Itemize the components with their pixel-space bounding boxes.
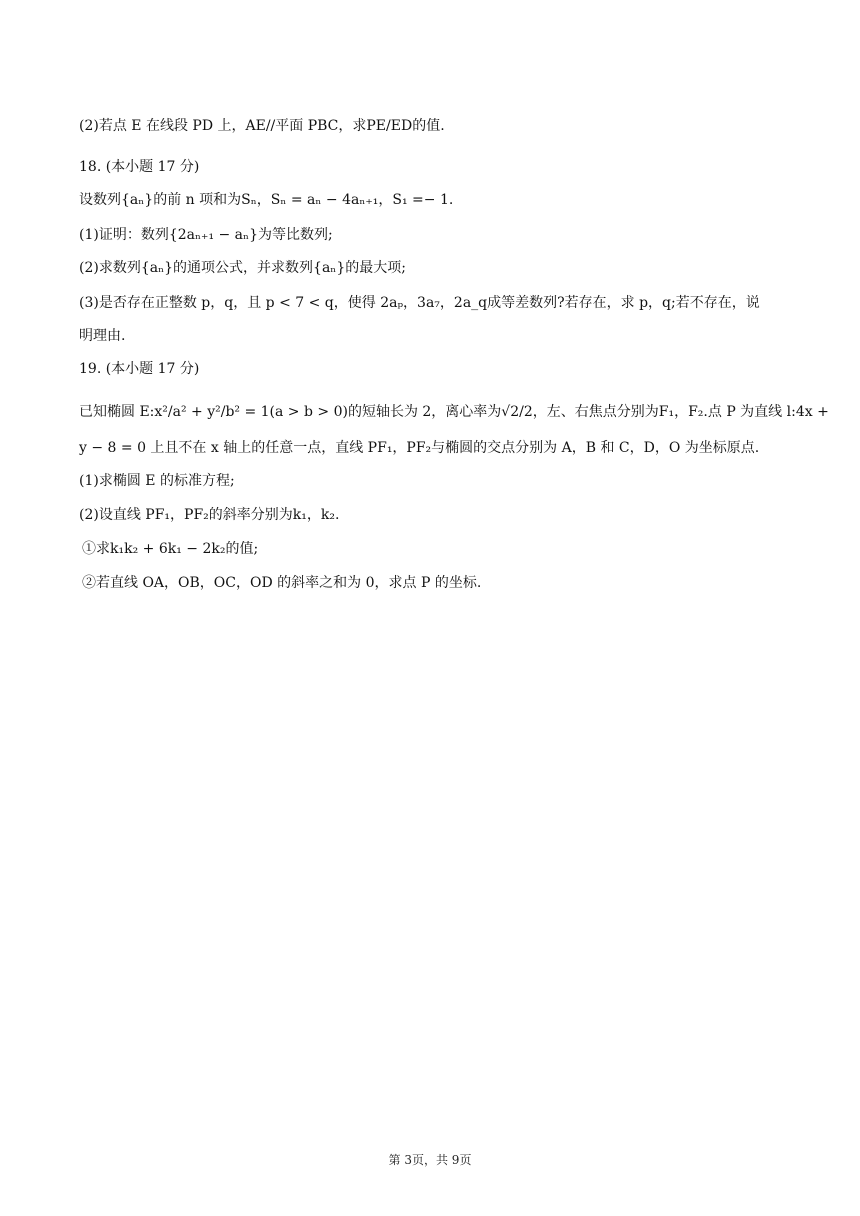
text-line-12: (2)设直线 PF₁，PF₂的斜率分别为k₁，k₂. <box>79 507 340 523</box>
text-line-13: ①求k₁k₂ + 6k₁ − 2k₂的值; <box>82 541 259 557</box>
text-line-9: 已知椭圆 E:x²/a² + y²/b² = 1(a > b > 0)的短轴长为 2，离心率为√2/2，左、右焦点分别为F₁，F₂.点 P 为直线 l:4x + <box>79 404 829 420</box>
text-line-6: (3)是否存在正整数 p，q，且 p < 7 < q，使得 2aₚ，3a₇，2a_q成等差数列?若存在，求 p，q;若不存在，说 <box>79 295 760 311</box>
page-footer: 第 3页，共 9页 <box>388 1153 472 1167</box>
question-18-header: 18. (本小题 17 分) <box>79 159 200 175</box>
text-line-3: 设数列{aₙ}的前 n 项和为Sₙ，Sₙ = aₙ − 4aₙ₊₁，S₁ =− 1. <box>79 192 454 208</box>
question-19-header: 19. (本小题 17 分) <box>79 361 200 377</box>
text-line-14: ②若直线 OA，OB，OC，OD 的斜率之和为 0，求点 P 的坐标. <box>82 575 482 591</box>
text-line-7: 明理由. <box>79 328 126 344</box>
text-line-1: (2)若点 E 在线段 PD 上，AE//平面 PBC，求PE/ED的值. <box>79 118 445 134</box>
text-line-5: (2)求数列{aₙ}的通项公式，并求数列{aₙ}的最大项; <box>79 260 406 276</box>
text-line-10: y − 8 = 0 上且不在 x 轴上的任意一点，直线 PF₁，PF₂与椭圆的交点分别为 A，B 和 C，D，O 为坐标原点. <box>79 440 760 456</box>
text-line-11: (1)求椭圆 E 的标准方程; <box>79 473 235 489</box>
text-line-4: (1)证明：数列{2aₙ₊₁ − aₙ}为等比数列; <box>79 227 333 243</box>
